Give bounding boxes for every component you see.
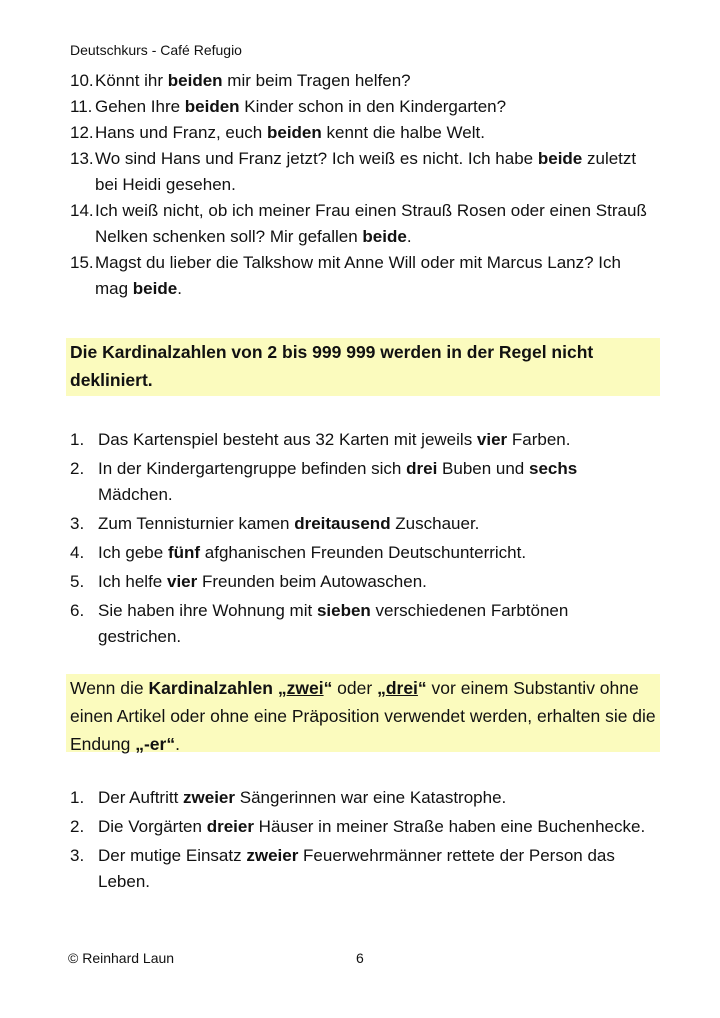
text-fragment: afghanischen Freunden Deutschunterricht. xyxy=(200,543,527,562)
list-item xyxy=(70,540,652,566)
list-item xyxy=(70,598,652,650)
text-fragment: Sängerinnen war eine Katastrophe. xyxy=(235,788,507,807)
list-item xyxy=(70,250,650,302)
list-item-number: 3. xyxy=(70,514,85,533)
text-fragment: Kinder schon in den Kindergarten? xyxy=(239,97,507,116)
text-fragment: Freunden beim Autowaschen. xyxy=(197,572,427,591)
text-fragment: Ich weiß nicht, ob ich meiner Frau einen Strauß Rosen oder einen Strauß Nelken schenken soll? Mir gefallen xyxy=(95,201,647,246)
list-item xyxy=(70,68,650,94)
rule-1-text: Die Kardinalzahlen von 2 bis 999 999 werden in der Regel nicht dekliniert. xyxy=(70,342,594,390)
list-item-number: 10. xyxy=(70,71,94,90)
list-item-number: 5. xyxy=(70,572,85,591)
bold-term: fünf xyxy=(167,543,201,562)
bold-term: zweier xyxy=(246,846,299,865)
text-fragment: Magst du lieber die Talkshow mit Anne Will oder mit Marcus Lanz? Ich mag xyxy=(95,253,621,298)
list-item xyxy=(70,456,652,508)
bold-term: vier xyxy=(167,572,198,591)
rule-box-2 xyxy=(66,674,660,752)
bold-term: beiden xyxy=(167,71,223,90)
text-fragment: Zuschauer. xyxy=(390,514,480,533)
text-fragment: Hans und Franz, euch xyxy=(95,123,267,142)
list-item-number: 3. xyxy=(70,846,85,865)
bold-term: sieben xyxy=(316,601,371,620)
text-fragment: Das Kartenspiel besteht aus 32 Karten mit jeweils xyxy=(98,430,477,449)
text-fragment: Der mutige Einsatz xyxy=(98,846,247,865)
text-fragment: zuletzt bei Heidi gesehen. xyxy=(95,149,637,194)
bold-term: drei xyxy=(385,678,418,698)
page-number: 6 xyxy=(356,950,364,966)
rule-box-1 xyxy=(66,338,660,396)
footer-copyright: © Reinhard Laun xyxy=(68,950,175,966)
text-fragment: Ich gebe xyxy=(98,543,168,562)
text-fragment: Farben. xyxy=(507,430,571,449)
list-item xyxy=(70,427,652,453)
bold-term: zweier xyxy=(183,788,236,807)
text-fragment: Sie haben ihre Wohnung mit xyxy=(98,601,317,620)
bold-term: beide xyxy=(362,227,407,246)
section1-list xyxy=(70,68,650,302)
text-fragment: Könnt ihr xyxy=(95,71,168,90)
text-fragment: . xyxy=(177,279,182,298)
bold-term: beide xyxy=(132,279,178,298)
text-fragment: Wenn die xyxy=(70,678,149,698)
text-fragment: Zum Tennisturnier kamen xyxy=(98,514,295,533)
page-header: Deutschkurs - Café Refugio xyxy=(70,42,242,58)
bold-term: beiden xyxy=(266,123,322,142)
text-fragment: Gehen Ihre xyxy=(95,97,185,116)
list-item-number: 1. xyxy=(70,788,85,807)
list-item xyxy=(70,198,650,250)
list-item xyxy=(70,146,650,198)
list-item-number: 11. xyxy=(70,97,93,116)
text-fragment: Der Auftritt xyxy=(98,788,184,807)
bold-term: dreitausend xyxy=(294,514,391,533)
list-item-number: 4. xyxy=(70,543,85,562)
list-item xyxy=(70,843,654,895)
bold-term: beiden xyxy=(184,97,240,116)
bold-term: “ xyxy=(323,678,333,698)
list-item xyxy=(70,785,654,811)
text-fragment: Die Vorgärten xyxy=(98,817,207,836)
bold-term: „ xyxy=(277,678,287,698)
bold-term: zwei xyxy=(286,678,324,698)
list-item-number: 15. xyxy=(70,253,94,272)
list-item xyxy=(70,569,652,595)
bold-term: “ xyxy=(417,678,427,698)
bold-term: „-er“ xyxy=(135,734,176,754)
list-item-number: 13. xyxy=(70,149,94,168)
text-fragment: Ich helfe xyxy=(98,572,167,591)
text-fragment: . xyxy=(406,227,412,246)
text-fragment: oder xyxy=(332,678,378,698)
text-fragment: verschiedenen Farbtönen gestrichen. xyxy=(98,601,569,646)
bold-term: sechs xyxy=(529,459,578,478)
list-item-number: 2. xyxy=(70,459,85,478)
list-item-number: 6. xyxy=(70,601,85,620)
bold-term: drei xyxy=(406,459,438,478)
list-item-number: 14. xyxy=(70,201,94,220)
bold-term: dreier xyxy=(206,817,254,836)
text-fragment: Buben und xyxy=(437,459,529,478)
list-item xyxy=(70,120,650,146)
text-fragment: mir beim Tragen helfen? xyxy=(222,71,411,90)
section3-list xyxy=(70,785,654,898)
text-fragment: Wo sind Hans und Franz jetzt? Ich weiß es nicht. Ich habe xyxy=(95,149,538,168)
text-fragment: Mädchen. xyxy=(98,485,173,504)
section2-list xyxy=(70,427,652,653)
text-fragment: In der Kindergartengruppe befinden sich xyxy=(98,459,407,478)
list-item-number: 12. xyxy=(70,123,94,142)
list-item-number: 1. xyxy=(70,430,85,449)
text-fragment: . xyxy=(175,734,180,754)
list-item-number: 2. xyxy=(70,817,85,836)
text-fragment: Häuser in meiner Straße haben eine Buchenhecke. xyxy=(253,817,646,836)
text-fragment: vor einem Substantiv ohne einen Artikel oder ohne eine Präposition verwendet werden, erhalten sie die Endung xyxy=(70,678,656,754)
list-item xyxy=(70,814,654,840)
list-item xyxy=(70,511,652,537)
bold-term: Kardinalzahlen xyxy=(148,678,273,698)
text-fragment: Feuerwehrmänner rettete der Person das Leben. xyxy=(98,846,615,891)
bold-term: „ xyxy=(377,678,386,698)
bold-term: vier xyxy=(476,430,508,449)
bold-term: beide xyxy=(537,149,583,168)
rule-2-text xyxy=(70,678,656,754)
list-item xyxy=(70,94,650,120)
text-fragment: kennt die halbe Welt. xyxy=(321,123,485,142)
